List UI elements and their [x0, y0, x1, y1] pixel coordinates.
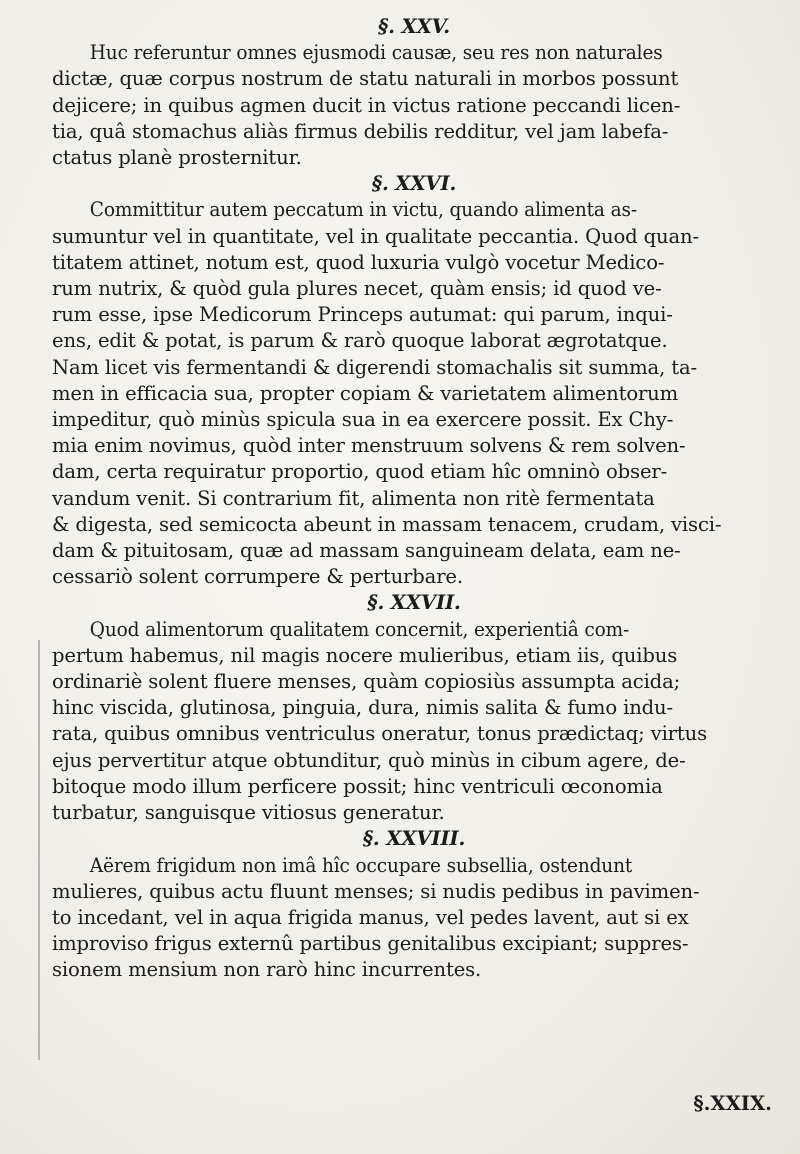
text-line: sumuntur vel in quantitate, vel in qualitate peccantia. Quod quan- [52, 224, 699, 248]
text-line: cessariò solent corrumpere & perturbare. [52, 565, 463, 589]
text-line: Committitur autem peccatum in victu, quando alimenta as- [89, 198, 637, 222]
text-line: ejus pervertitur atque obtunditur, quò minùs in cibum agere, de- [52, 748, 686, 772]
text-line: Nam licet vis fermentandi & digerendi stomachalis sit summa, ta- [52, 355, 697, 379]
text-line: dam, certa requiratur proportio, quod etiam hîc omninò obser- [52, 460, 668, 484]
page-text [52, 14, 776, 984]
section-heading-xxvii: §. XXVII. [367, 591, 461, 615]
text-line: sionem mensium non rarò hinc incurrentes. [52, 958, 482, 982]
text-line: pertum habemus, nil magis nocere mulieribus, etiam iis, quibus [52, 643, 678, 667]
text-line: Huc referuntur omnes ejusmodi causæ, seu res non naturales [89, 41, 663, 65]
text-line: hinc viscida, glutinosa, pinguia, dura, nimis salita & fumo indu- [52, 696, 673, 720]
text-line: Quod alimentorum qualitatem concernit, experientiâ com- [89, 617, 630, 641]
text-line: rum nutrix, & quòd gula plures necet, quàm ensis; id quod ve- [52, 277, 662, 301]
paragraph-xxviii [52, 853, 776, 984]
text-line: titatem attinet, notum est, quod luxuria vulgò vocetur Medico- [52, 250, 665, 274]
section-heading-xxv: §. XXV. [378, 15, 450, 38]
text-line: ens, edit & potat, is parum & rarò quoque laborat ægrotatque. [52, 329, 668, 353]
text-line: Aërem frigidum non imâ hîc occupare subsellia, ostendunt [89, 853, 633, 877]
left-margin-stain [38, 640, 40, 1060]
text-line: mulieres, quibus actu fluunt menses; si nudis pedibus in pavimen- [52, 879, 700, 903]
paragraph-xxv [52, 40, 776, 171]
text-line: men in efficacia sua, propter copiam & varietatem alimentorum [52, 381, 679, 405]
text-line: mia enim novimus, quòd inter menstruum solvens & rem solven- [52, 434, 686, 458]
text-line: dam & pituitosam, quæ ad massam sanguineam delata, eam ne- [52, 539, 681, 563]
text-line: impeditur, quò minùs spicula sua in ea exercere possit. Ex Chy- [52, 408, 674, 432]
text-line: rum esse, ipse Medicorum Princeps autumat: qui parum, inqui- [52, 303, 673, 327]
text-line: ordinariè solent fluere menses, quàm copiosiùs assumpta acida; [52, 670, 681, 694]
text-line: tia, quâ stomachus aliàs firmus debilis redditur, vel jam labefa- [52, 119, 669, 143]
section-heading-xxviii: §. XXVIII. [362, 827, 466, 851]
catchword: §.XXIX. [693, 1092, 772, 1115]
text-line: improviso frigus externû partibus genitalibus excipiant; suppres- [52, 932, 689, 956]
paragraph-xxvi [52, 197, 776, 590]
text-line: to incedant, vel in aqua frigida manus, vel pedes lavent, aut si ex [52, 905, 689, 929]
text-line: dejicere; in quibus agmen ducit in victus ratione peccandi licen- [52, 93, 681, 117]
text-line: & digesta, sed semicocta abeunt in massam tenacem, crudam, visci- [52, 512, 722, 536]
text-line: turbatur, sanguisque vitiosus generatur. [52, 801, 445, 825]
text-line: vandum venit. Si contrarium fit, alimenta non ritè fermentata [52, 486, 655, 510]
paragraph-xxvii [52, 617, 776, 827]
text-line: dictæ, quæ corpus nostrum de statu naturali in morbos possunt [52, 67, 679, 91]
text-line: rata, quibus omnibus ventriculus oneratur, tonus prædictaq; virtus [52, 722, 707, 746]
section-heading-xxvi: §. XXVI. [371, 172, 457, 196]
text-line: ctatus planè prosternitur. [52, 146, 302, 170]
text-line: bitoque modo illum perficere possit; hinc ventriculi œconomia [52, 774, 663, 798]
